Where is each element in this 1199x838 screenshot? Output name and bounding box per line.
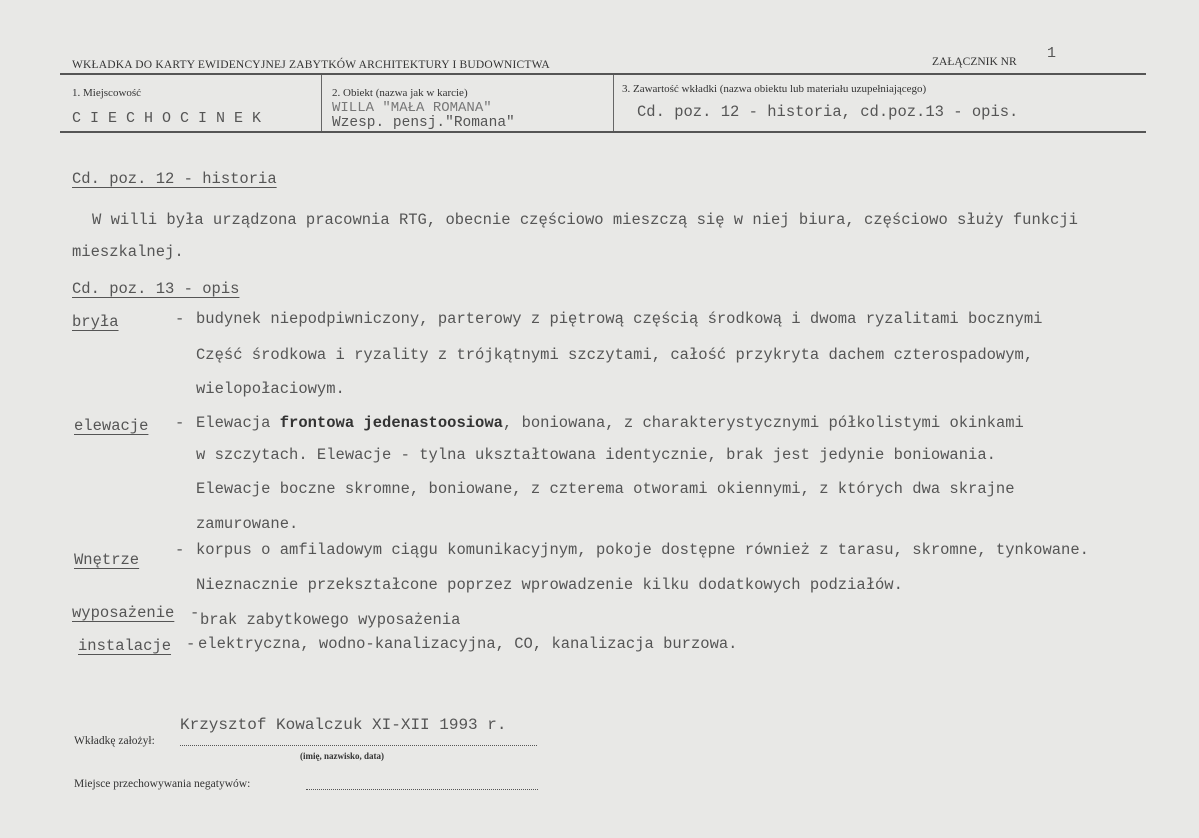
section-line: zamurowane.	[196, 515, 299, 533]
form-title: WKŁADKA DO KARTY EWIDENCYJNEJ ZABYTKÓW ARCHITEKTURY I BUDOWNICTWA	[72, 59, 550, 71]
section-line	[196, 414, 1024, 432]
object-value-2: Wzesp. pensj."Romana"	[332, 115, 515, 131]
negatives-line	[306, 789, 538, 790]
content-value: Cd. poz. 12 - historia, cd.poz.13 - opis.	[637, 103, 1019, 121]
text: Elewacja	[196, 414, 280, 432]
section-dash: -	[190, 604, 200, 622]
section-line: elektryczna, wodno-kanalizacyjna, CO, kanalizacja burzowa.	[198, 635, 738, 653]
section-line: wielopołaciowym.	[196, 380, 345, 398]
section-line: brak zabytkowego wyposażenia	[200, 611, 461, 629]
locality-label: 1. Miejscowość	[72, 87, 142, 99]
locality-value: C I E C H O C I N E K	[72, 110, 262, 127]
object-label: 2. Obiekt (nazwa jak w karcie)	[332, 87, 468, 99]
section-line: Nieznacznie przekształcone poprzez wprowadzenie kilku dodatkowych podziałów.	[196, 576, 903, 594]
author-hint: (imię, nazwisko, data)	[300, 751, 384, 761]
desc-heading: Cd. poz. 13 - opis	[72, 280, 240, 298]
section-label-instalacje: instalacje	[78, 637, 172, 655]
history-heading: Cd. poz. 12 - historia	[72, 170, 277, 188]
section-dash: -	[175, 414, 185, 432]
object-value-1: WILLA "MAŁA ROMANA"	[332, 100, 492, 116]
author-label: Wkładkę założył:	[74, 735, 155, 747]
section-label-elewacje: elewacje	[74, 417, 149, 435]
section-dash: -	[175, 310, 185, 328]
annex-label: ZAŁĄCZNIK NR	[932, 56, 1017, 68]
annex-number: 1	[1047, 45, 1057, 62]
section-dash: -	[186, 635, 196, 653]
section-dash: -	[175, 541, 185, 559]
history-line: W willi była urządzona pracownia RTG, obecnie częściowo mieszczą się w niej biura, częściowo służy funkcji	[92, 211, 1078, 229]
section-label-bryla: bryła	[72, 313, 119, 331]
section-line: Elewacje boczne skromne, boniowane, z czterema otworami okiennymi, z których dwa skrajne	[196, 480, 1015, 498]
section-label-wyposazenie: wyposażenie	[72, 604, 175, 622]
negatives-label: Miejsce przechowywania negatywów:	[74, 778, 251, 790]
section-label-wnetrze: Wnętrze	[74, 551, 140, 569]
section-line: w szczytach. Elewacje - tylna ukształtowana identycznie, brak jest jedynie boniowania.	[196, 446, 996, 464]
history-line: mieszkalnej.	[72, 243, 184, 261]
divider-top	[60, 73, 1146, 75]
section-line: Część środkowa i ryzality z trójkątnymi szczytami, całość przykryta dachem czterospadowym,	[196, 346, 1034, 364]
text: , boniowana, z charakterystycznymi półkolistymi okinkami	[502, 414, 1024, 432]
author-value: Krzysztof Kowalczuk XI-XII 1993 r.	[180, 716, 507, 734]
bold-text: frontowa jedenastoosiowa	[279, 414, 503, 432]
author-line	[180, 745, 537, 746]
content-label: 3. Zawartość wkładki (nazwa obiektu lub materiału uzupełniającego)	[622, 83, 927, 95]
divider-bottom	[60, 131, 1146, 133]
section-line: korpus o amfiladowym ciągu komunikacyjnym, pokoje dostępne również z tarasu, skromne, tynkowane.	[196, 541, 1089, 559]
divider-col1	[321, 75, 322, 131]
section-line: budynek niepodpiwniczony, parterowy z piętrową częścią środkową i dwoma ryzalitami bocznymi	[196, 310, 1043, 328]
divider-col2	[613, 75, 614, 131]
